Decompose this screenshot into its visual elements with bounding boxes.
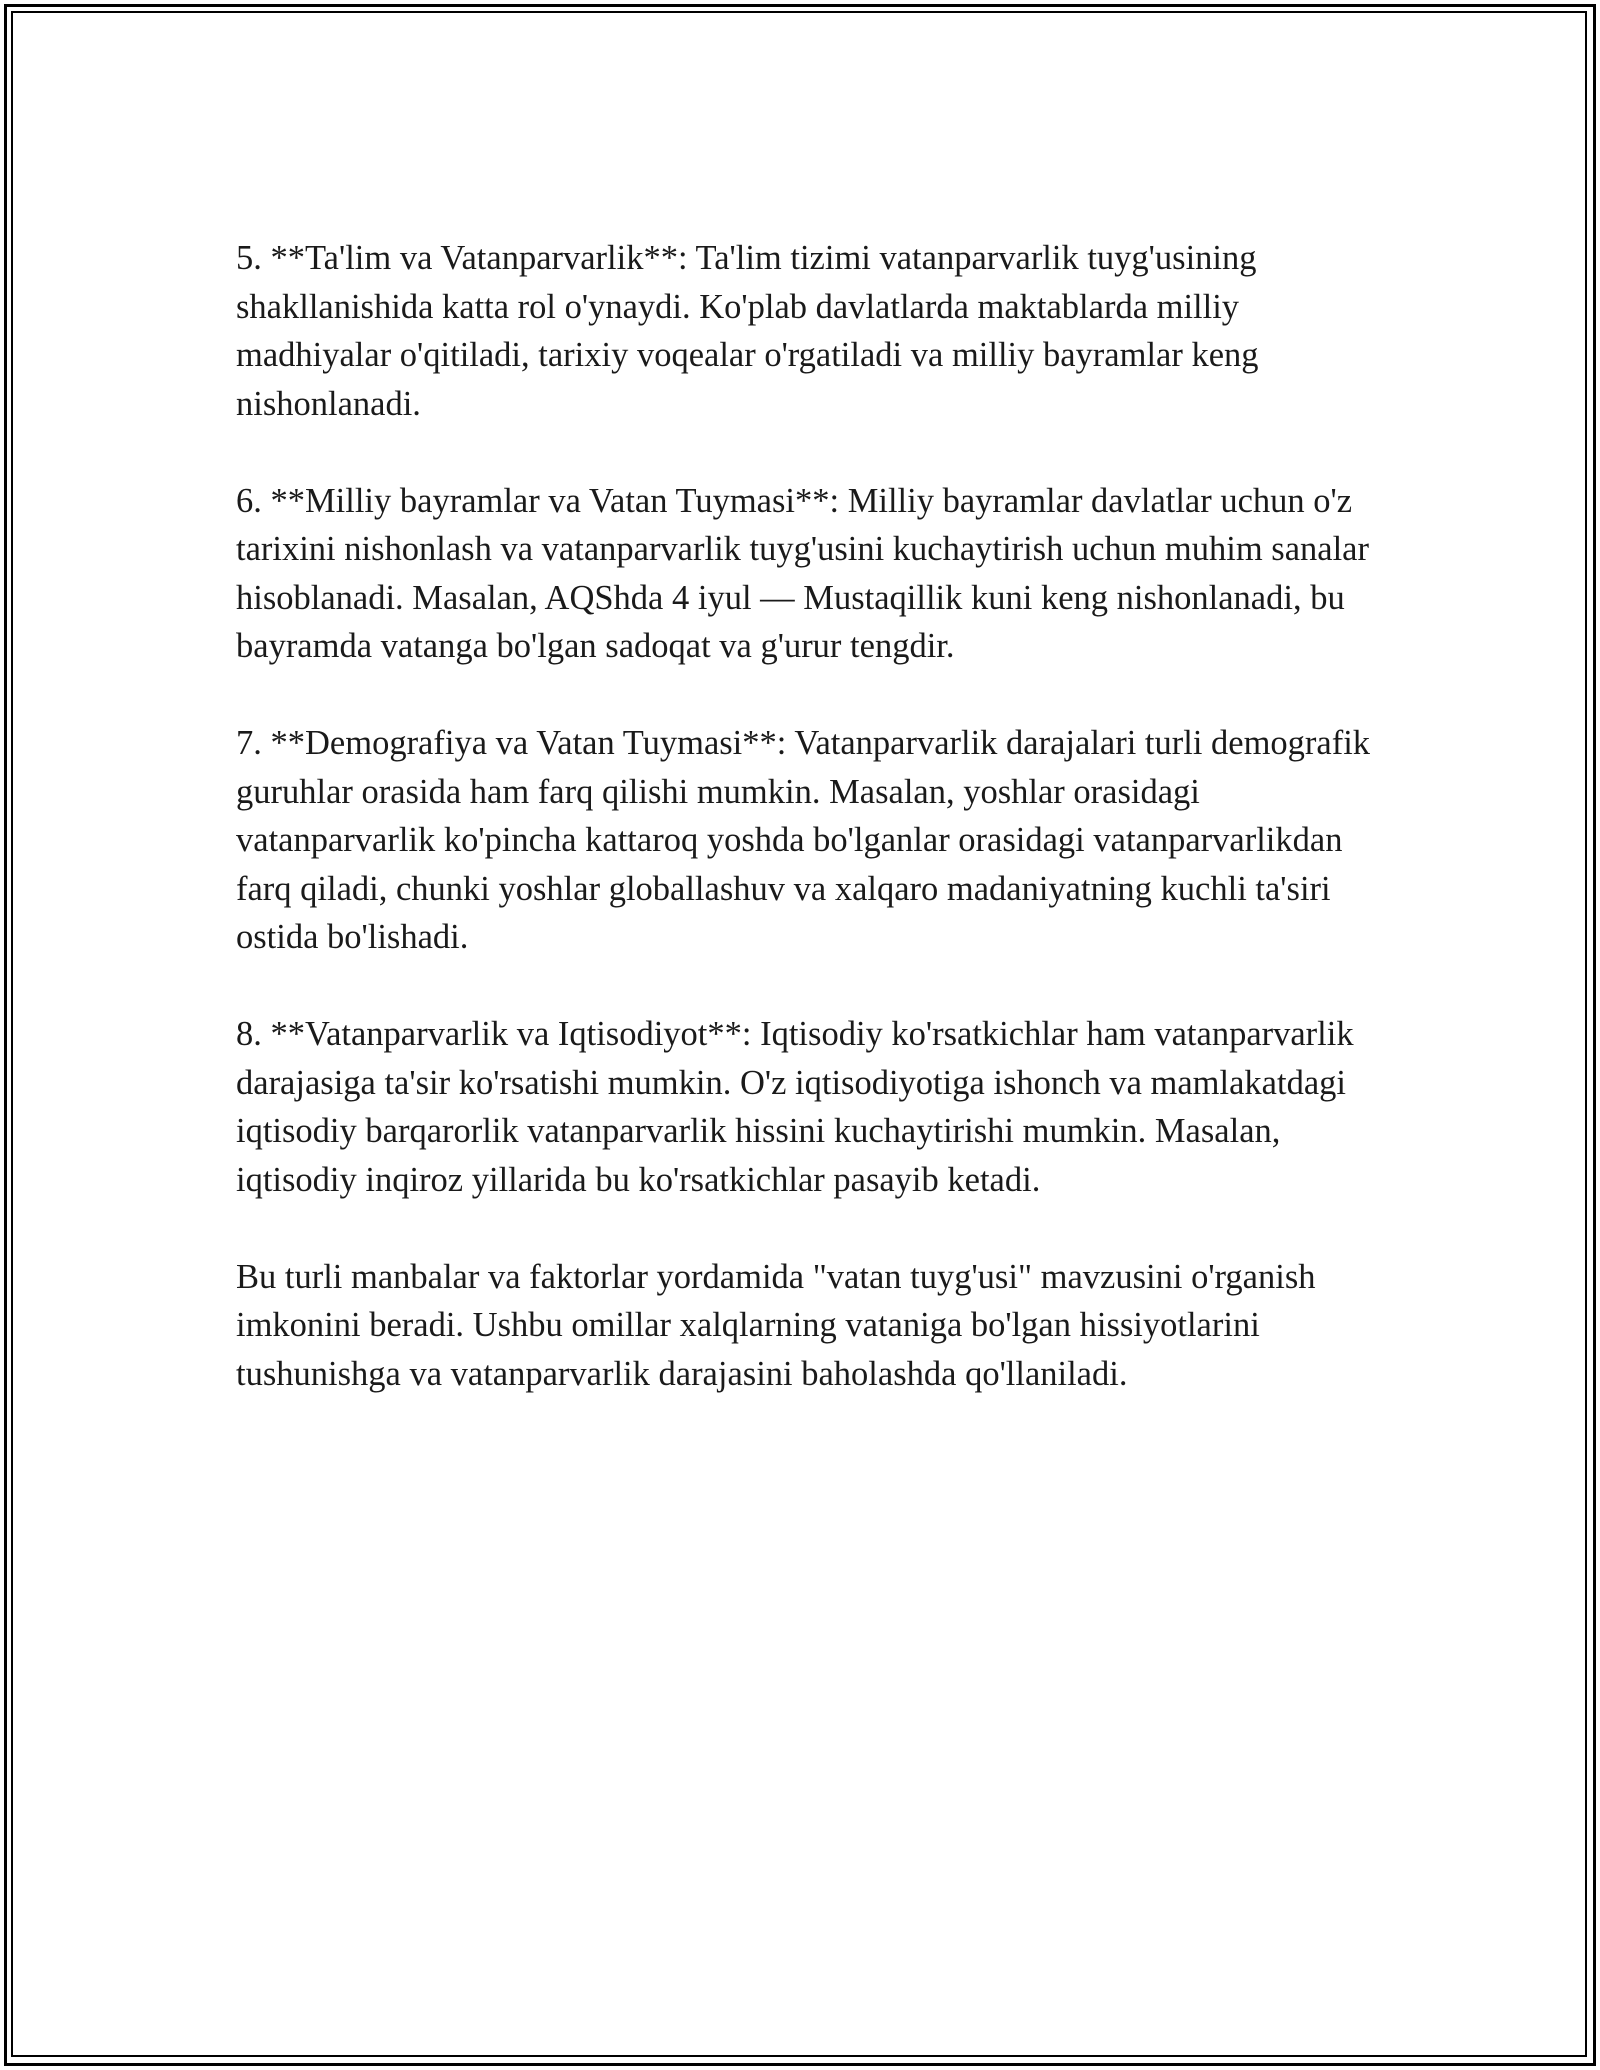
paragraph-education: 5. **Ta'lim va Vatanparvarlik**: Ta'lim tizimi vatanparvarlik tuyg'usining shakllanishida katta rol o'ynaydi. Ko'plab davlatlarda maktablarda milliy madhiyalar o'qitiladi, tarixiy voqealar o'rgatiladi va milliy bayramlar keng nishonlanadi. (236, 239, 1259, 423)
paragraph-national-holidays: 6. **Milliy bayramlar va Vatan Tuymasi**: Milliy bayramlar davlatlar uchun o'z tarixini nishonlash va vatanparvarlik tuyg'usini kuchaytirish uchun muhim sanalar hisoblanadi. Masalan, AQShda 4 iyul — Mustaqillik kuni keng nishonlanadi, bu bayramda vatanga bo'lgan sadoqat va g'urur tengdir. (236, 481, 1369, 665)
paragraph-demography: 7. **Demografiya va Vatan Tuymasi**: Vatanparvarlik darajalari turli demografik guruhlar orasida ham farq qilishi mumkin. Masalan, yoshlar orasidagi vatanparvarlik ko'pincha kattaroq yoshda bo'lganlar orasidagi vatanparvarlikdan farq qiladi, chunki yoshlar globallashuv va xalqaro madaniyatning kuchli ta'siri ostida bo'lishadi. (236, 724, 1371, 956)
paragraph-economy: 8. **Vatanparvarlik va Iqtisodiyot**: Iqtisodiy ko'rsatkichlar ham vatanparvarlik darajasiga ta'sir ko'rsatishi mumkin. O'z iqtisodiyotiga ishonch va mamlakatdagi iqtisodiy barqarorlik vatanparvarlik hissini kuchaytirishi mumkin. Masalan, iqtisodiy inqiroz yillarida bu ko'rsatkichlar pasayib ketadi. (236, 1015, 1354, 1199)
paragraph-conclusion: Bu turli manbalar va faktorlar yordamida "vatan tuyg'usi" mavzusini o'rganish imkonini beradi. Ushbu omillar xalqlarning vataniga bo'lgan hissiyotlarini tushunishga va vatanparvarlik darajasini baholashda qo'llaniladi. (236, 1257, 1316, 1393)
document-body (236, 234, 1386, 1398)
